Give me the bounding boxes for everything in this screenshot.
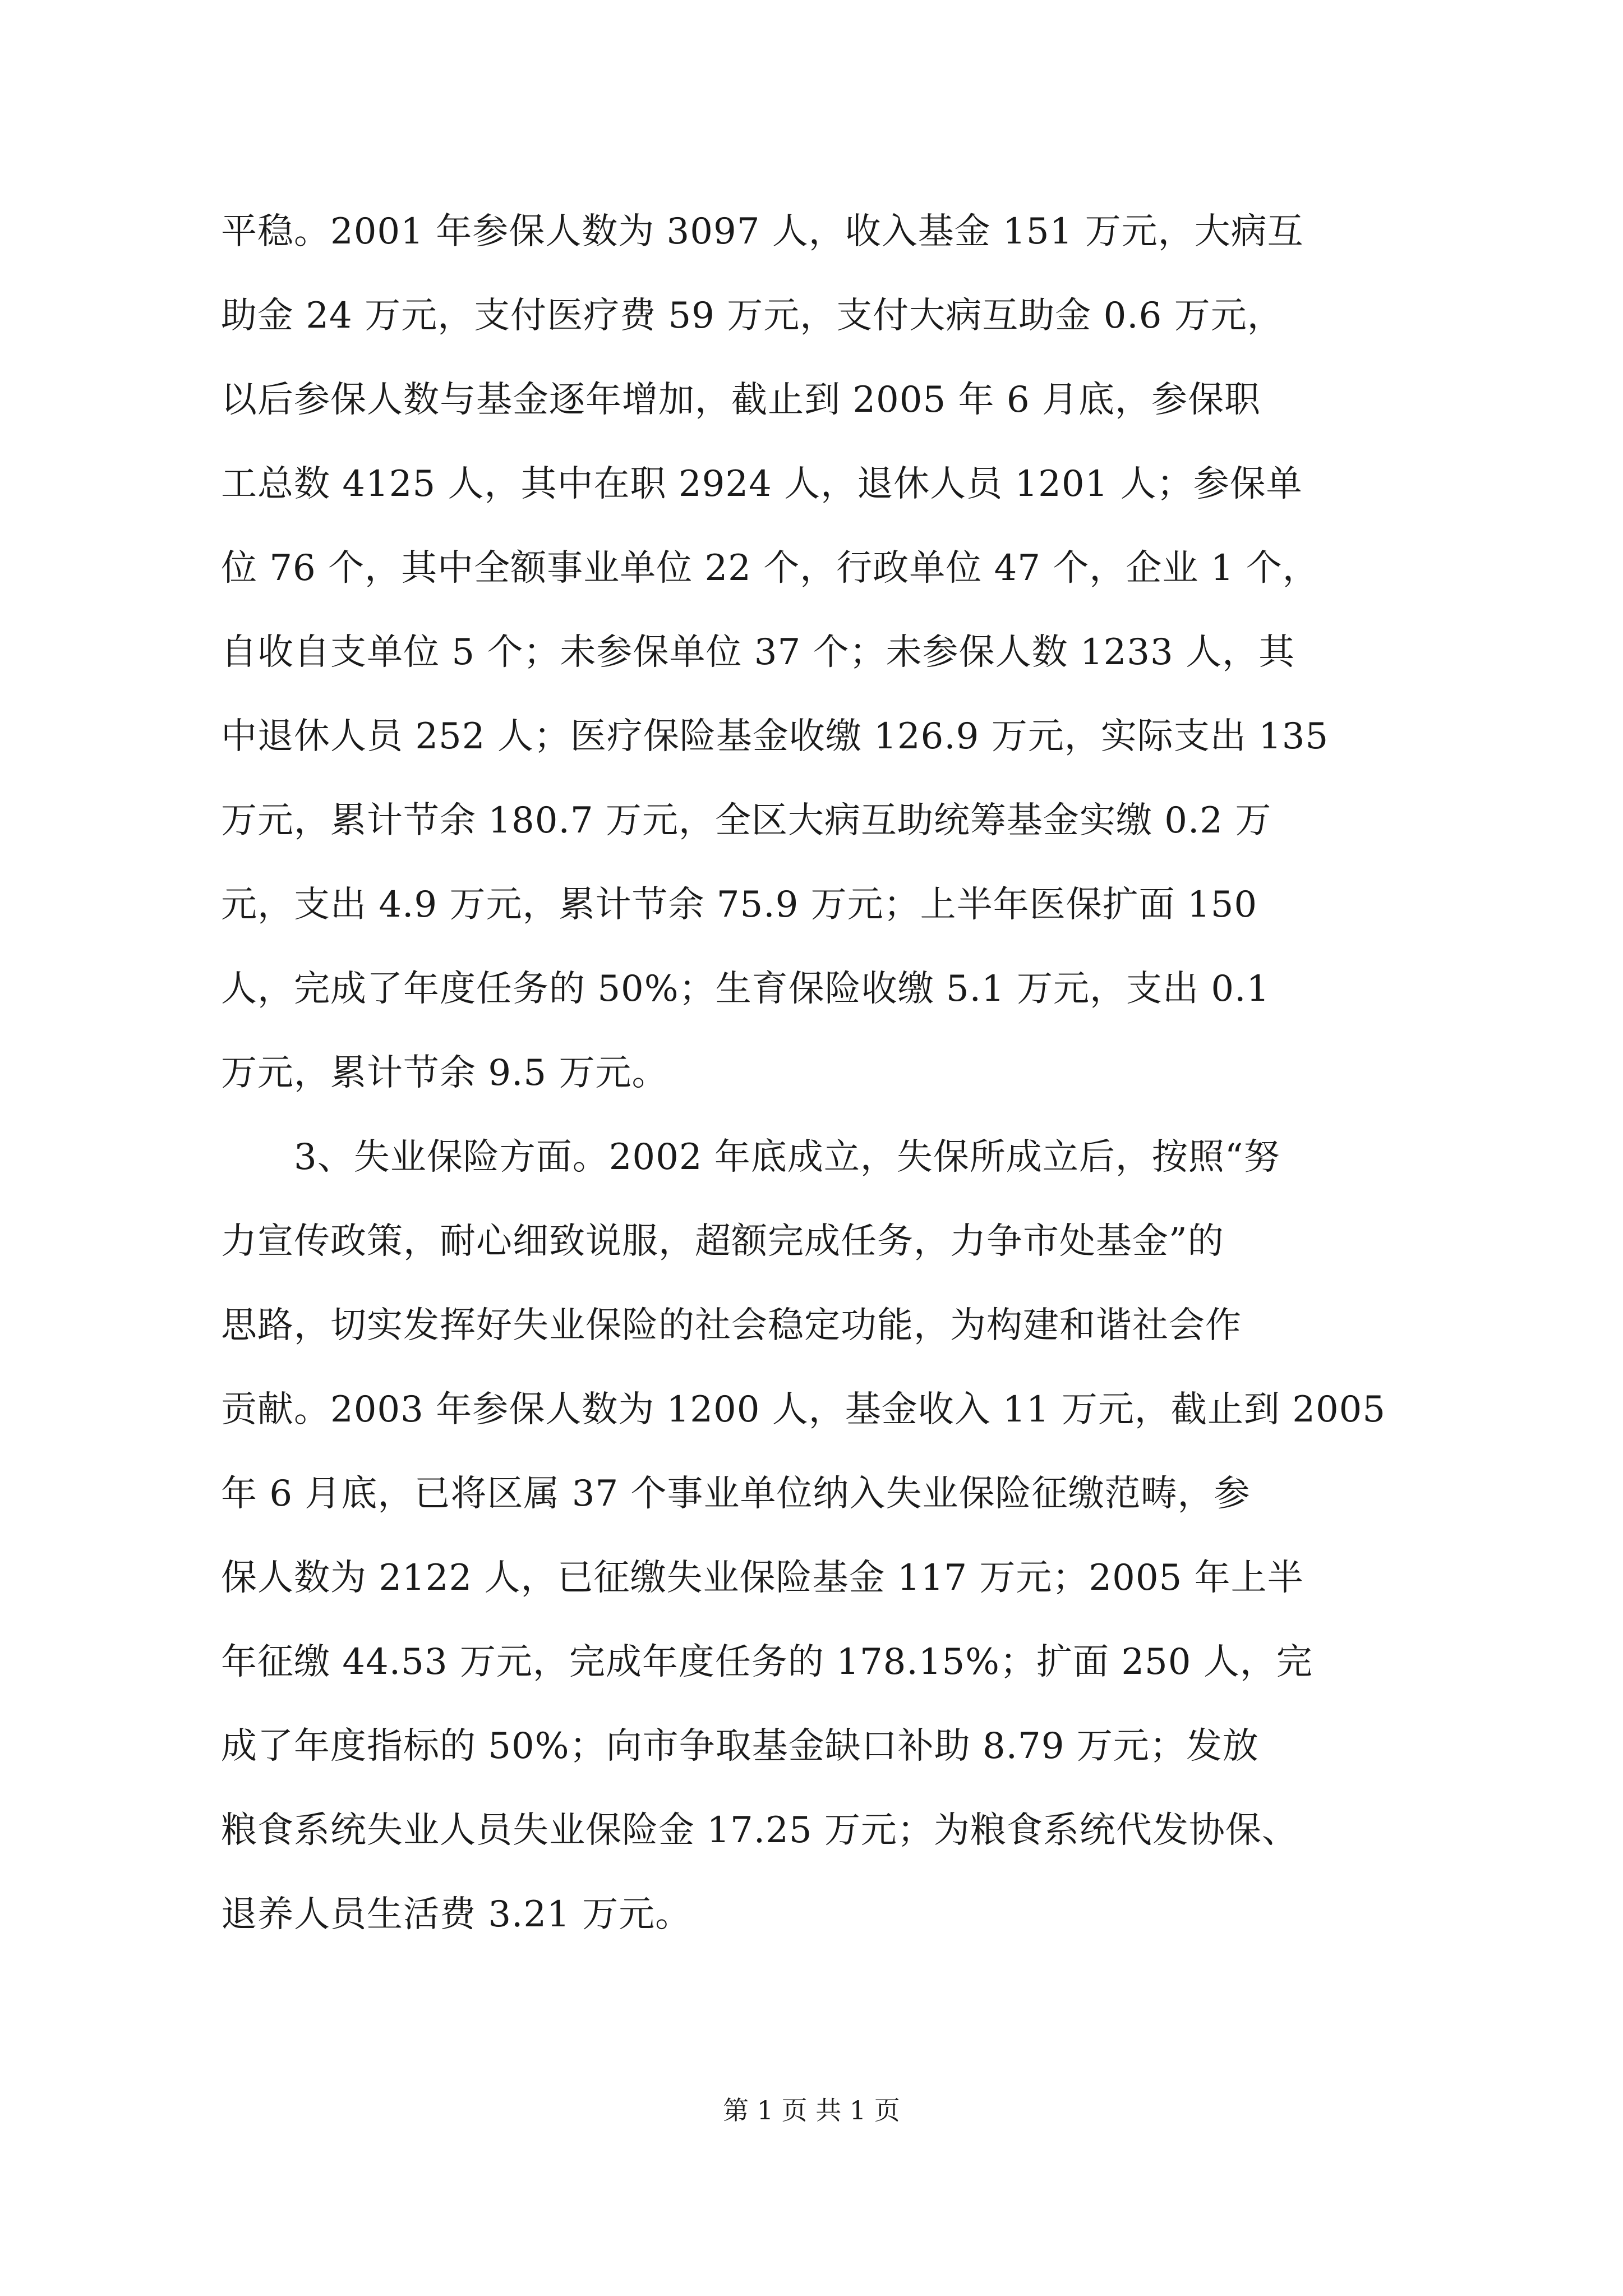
body-text-line: 退养人员生活费 3.21 万元。 (221, 1894, 692, 1935)
body-text-line: 人，完成了年度任务的 50%；生育保险收缴 5.1 万元，支出 0.1 (221, 968, 1270, 1010)
body-text-line: 自收自支单位 5 个；未参保单位 37 个；未参保人数 1233 人，其 (221, 632, 1295, 673)
body-text-line: 粮食系统失业人员失业保险金 17.25 万元；为粮食系统代发协保、 (221, 1810, 1298, 1851)
body-text-line: 成了年度指标的 50%；向市争取基金缺口补助 8.79 万元；发放 (221, 1726, 1259, 1767)
body-text-line: 力宣传政策，耐心细致说服，超额完成任务，力争市处基金”的 (221, 1221, 1224, 1262)
body-text-line: 年 6 月底，已将区属 37 个事业单位纳入失业保险征缴范畴，参 (221, 1473, 1251, 1515)
body-text-line: 思路，切实发挥好失业保险的社会稳定功能，为构建和谐社会作 (221, 1305, 1242, 1346)
body-text-line: 平稳。2001 年参保人数为 3097 人，收入基金 151 万元，大病互 (221, 211, 1304, 252)
page-number-footer: 第 1 页 共 1 页 (723, 2095, 900, 2125)
body-text-line: 位 76 个，其中全额事业单位 22 个，行政单位 47 个，企业 1 个， (221, 547, 1319, 589)
body-text-line: 万元，累计节余 180.7 万元，全区大病互助统筹基金实缴 0.2 万 (221, 800, 1272, 841)
body-text-line: 保人数为 2122 人，已征缴失业保险基金 117 万元；2005 年上半 (221, 1557, 1304, 1599)
body-text-line: 助金 24 万元，支付医疗费 59 万元，支付大病互助金 0.6 万元， (221, 295, 1284, 337)
body-text-line: 工总数 4125 人，其中在职 2924 人，退休人员 1201 人；参保单 (221, 463, 1303, 505)
body-text-line: 中退休人员 252 人；医疗保险基金收缴 126.9 万元，实际支出 135 (221, 716, 1329, 757)
body-text-line: 以后参保人数与基金逐年增加，截止到 2005 年 6 月底，参保职 (221, 379, 1261, 421)
body-text-line: 贡献。2003 年参保人数为 1200 人，基金收入 11 万元，截止到 2005 (221, 1389, 1386, 1430)
body-text-line: 3、失业保险方面。2002 年底成立，失保所成立后，按照“努 (294, 1137, 1280, 1178)
body-text-line: 万元，累计节余 9.5 万元。 (221, 1052, 668, 1094)
body-text-line: 元，支出 4.9 万元，累计节余 75.9 万元；上半年医保扩面 150 (221, 884, 1258, 926)
body-text-line: 年征缴 44.53 万元，完成年度任务的 178.15%；扩面 250 人，完 (221, 1641, 1313, 1683)
